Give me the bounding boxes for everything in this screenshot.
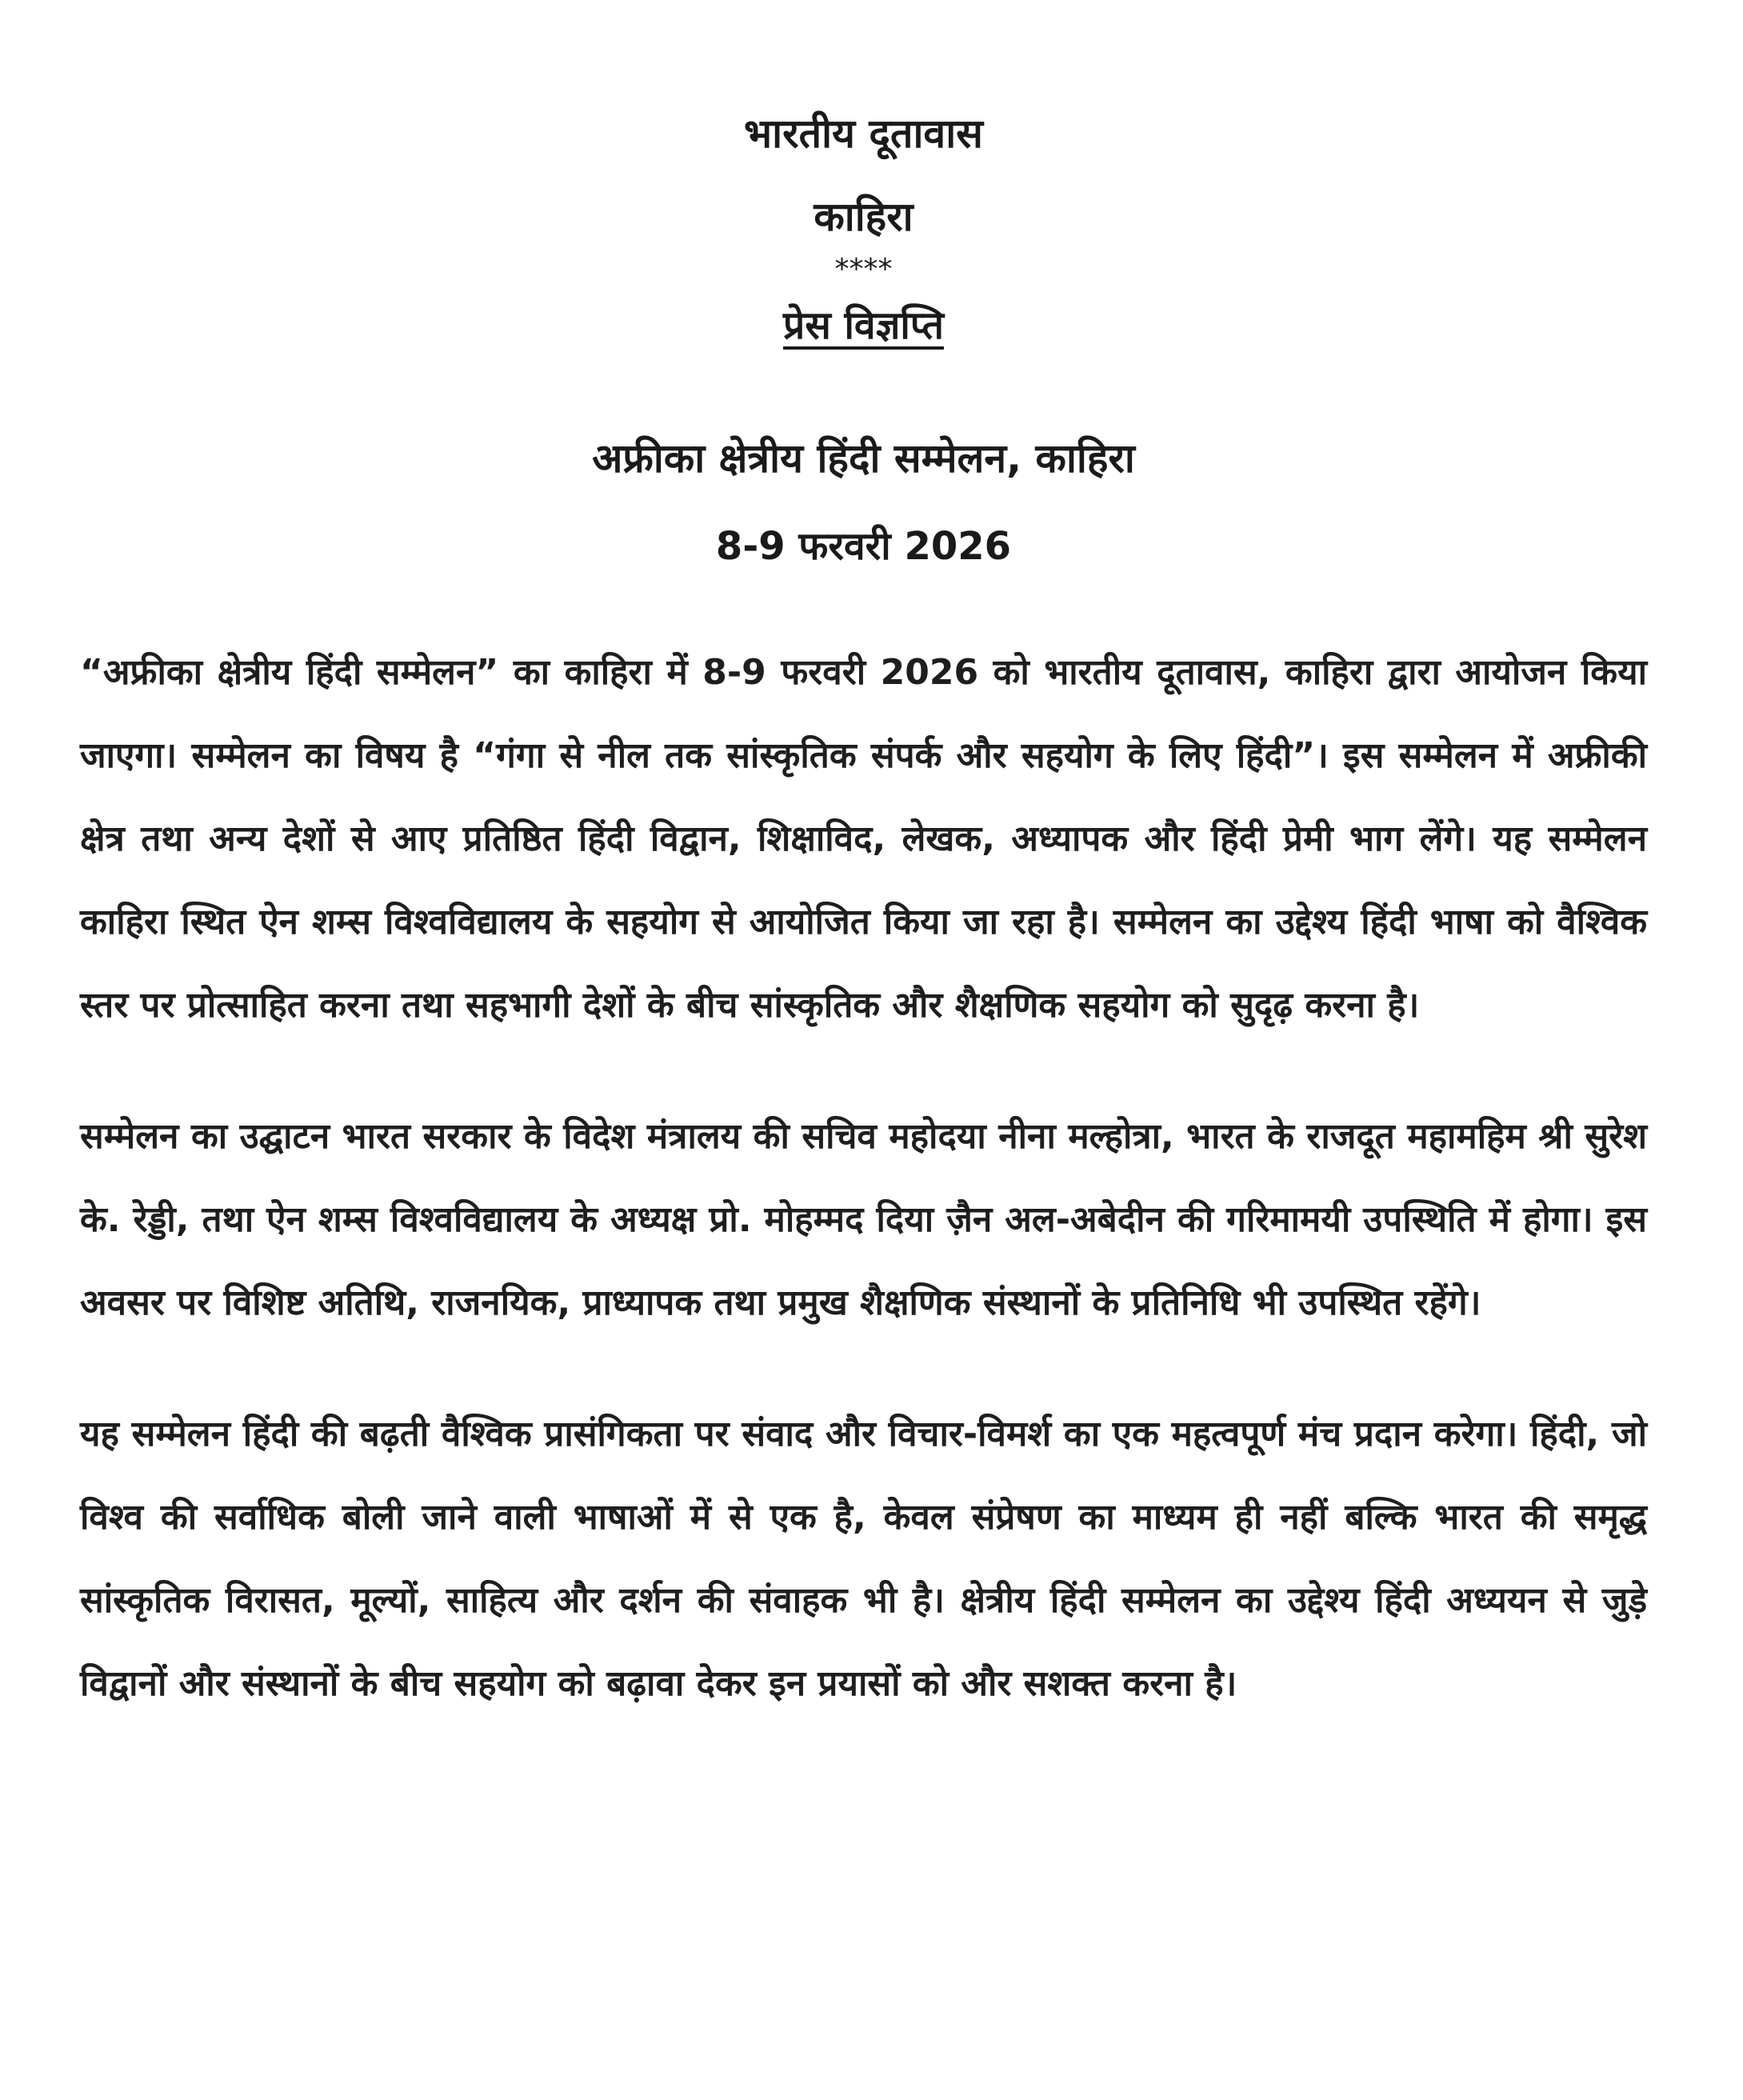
embassy-name: भारतीय दूतावास	[744, 110, 983, 157]
paragraph-intro-start: “अफ्रीका क्षेत्रीय हिंदी सम्मेलन” का काहिरा में 8-9 फरवरी 2026 को भारतीय दूतावास, काहिरा द्वारा आयोजन किया जाएगा। सम्मेलन का विषय है	[80, 652, 1647, 776]
paragraph-intro-rest: । इस सम्मेलन में अफ्रीकी क्षेत्र तथा अन्य देशों से आए प्रतिष्ठित हिंदी विद्वान, शिक्षाविद, लेखक, अध्यापक और हिंदी प्रेमी भाग लेंगे। यह सम्मेलन काहिरा स्थित ऐन शम्स विश्वविद्यालय के सहयोग से आयोजित किया जा रहा है। सम्मेलन का उद्देश्य हिंदी भाषा को वैश्विक स्तर पर प्रोत्साहित करना तथा सहभागी देशों के बीच सांस्कृतिक और शैक्षणिक सहयोग को सुदृढ़ करना है।	[80, 735, 1648, 1026]
paragraph-intro	[80, 631, 1647, 1047]
paragraph-inauguration: सम्मेलन का उद्घाटन भारत सरकार के विदेश मंत्रालय की सचिव महोदया नीना मल्होत्रा, भारत के राजदूत महामहिम श्री सुरेश के. रेड्डी, तथा ऐन शम्स विश्वविद्यालय के अध्यक्ष प्रो. मोहम्मद दिया ज़ैन अल-अबेदीन की गरिमामयी उपस्थिति में होगा। इस अवसर पर विशिष्ट अतिथि, राजनयिक, प्राध्यापक तथा प्रमुख शैक्षणिक संस्थानों के प्रतिनिधि भी उपस्थित रहेंगे।	[80, 1116, 1647, 1323]
city-name: काहिरा	[814, 194, 913, 240]
separator: ****	[834, 253, 893, 286]
event-date: 8-9 फरवरी 2026	[715, 524, 1012, 569]
conference-theme: “गंगा से नील तक सांस्कृतिक संपर्क और सहयोग के लिए हिंदी”	[473, 735, 1316, 776]
event-title: अफ्रीका क्षेत्रीय हिंदी सम्मेलन, काहिरा	[592, 435, 1135, 482]
paragraph-significance: यह सम्मेलन हिंदी की बढ़ती वैश्विक प्रासंगिकता पर संवाद और विचार-विमर्श का एक महत्वपूर्ण मंच प्रदान करेगा। हिंदी, जो विश्व की सर्वाधिक बोली जाने वाली भाषाओं में से एक है, केवल संप्रेषण का माध्यम ही नहीं बल्कि भारत की समृद्ध सांस्कृतिक विरासत, मूल्यों, साहित्य और दर्शन की संवाहक भी है। क्षेत्रीय हिंदी सम्मेलन का उद्देश्य हिंदी अध्ययन से जुड़े विद्वानों और संस्थानों के बीच सहयोग को बढ़ावा देकर इन प्रयासों को और सशक्त करना है।	[80, 1414, 1647, 1704]
press-release-label: प्रेस विज्ञप्ति	[783, 303, 944, 348]
